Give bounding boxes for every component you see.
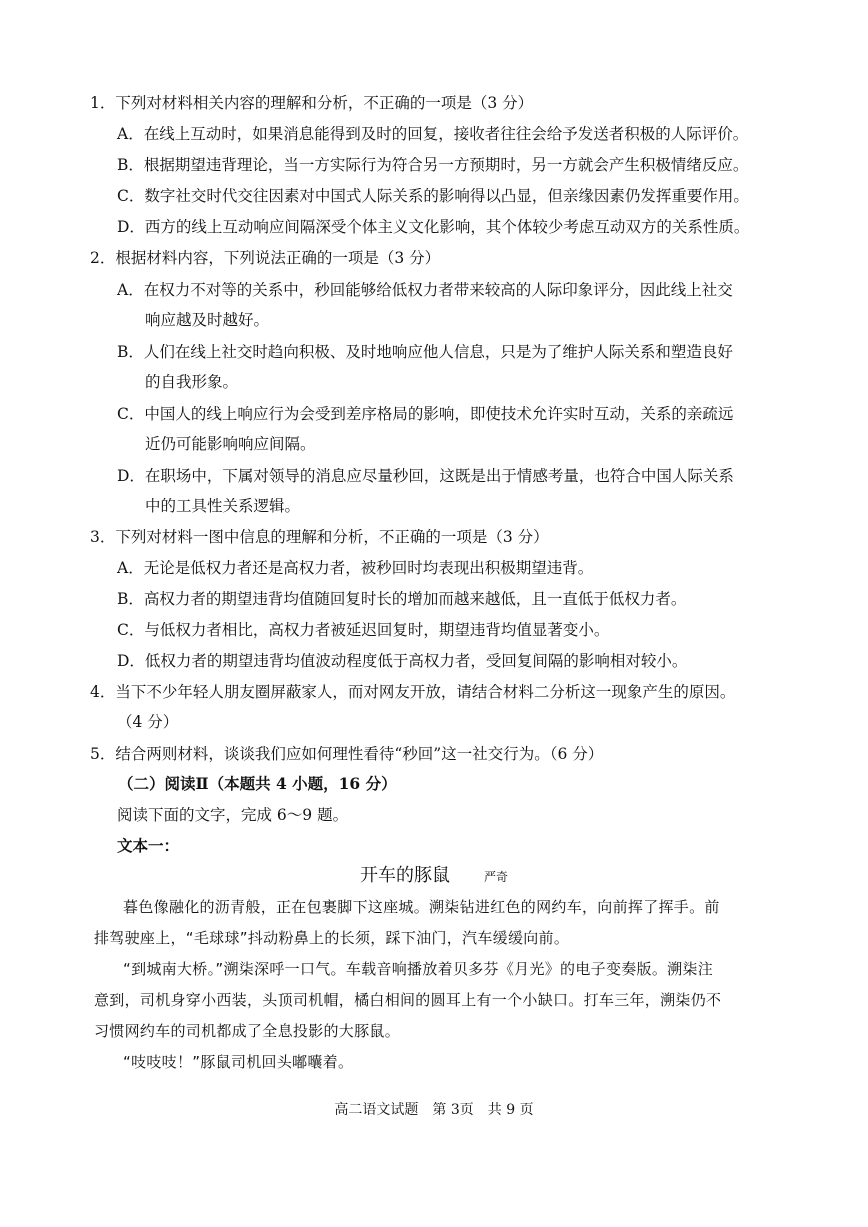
page-footer: 高二语文试题 第 3页 共 9 页 <box>334 1102 534 1118</box>
question-4-points: （4 分） <box>117 713 179 731</box>
story-author: 严奇 <box>483 870 508 884</box>
question-3-option-c: C．与低权力者相比，高权力者被延迟回复时，期望违背均值显著变小。 <box>117 621 610 639</box>
question-3-option-d: D．低权力者的期望违背均值波动程度低于高权力者，受回复间隔的影响相对较小。 <box>117 652 688 670</box>
question-1-option-b: B．根据期望违背理论，当一方实际行为符合另一方预期时，另一方就会产生积极情绪反应。 <box>117 156 749 174</box>
question-3-option-b: B．高权力者的期望违背均值随回复时长的增加而越来越低，且一直低于低权力者。 <box>117 590 687 608</box>
question-2-stem: 2．根据材料内容，下列说法正确的一项是（3 分） <box>90 249 441 267</box>
story-paragraph-2-line-2: 意到，司机身穿小西装，头顶司机帽，橘白相间的圆耳上有一个小缺口。打车三年，溯柒仍不 <box>94 991 722 1009</box>
question-1-option-c: C．数字社交时代交往因素对中国式人际关系的影响得以凸显，但亲缘因素仍发挥重要作用。 <box>117 187 749 205</box>
story-title: 开车的豚鼠 <box>359 865 450 886</box>
question-2-option-c-cont: 近仍可能影响响应间隔。 <box>145 435 316 453</box>
story-paragraph-2-line-3: 习惯网约车的司机都成了全息投影的大豚鼠。 <box>94 1022 401 1040</box>
question-2-option-d: D．在职场中，下属对领导的消息应尽量秒回，这既是出于情感考量，也符合中国人际关系 <box>117 467 734 485</box>
question-5-stem: 5．结合两则材料，谈谈我们应如何理性看待“秒回”这一社交行为。（6 分） <box>90 745 604 763</box>
question-2-option-d-cont: 中的工具性关系逻辑。 <box>145 497 301 515</box>
story-paragraph-1-line-2: 排驾驶座上，“毛球球”抖动粉鼻上的长须，踩下油门，汽车缓缓向前。 <box>94 929 570 947</box>
story-paragraph-3-line-1: “吱吱吱！”豚鼠司机回头嘟囔着。 <box>123 1053 354 1071</box>
question-3-option-a: A．无论是低权力者还是高权力者，被秒回时均表现出积极期望违背。 <box>117 559 594 577</box>
question-3-stem: 3．下列对材料一图中信息的理解和分析，不正确的一项是（3 分） <box>90 528 549 546</box>
question-4-stem: 4．当下不少年轻人朋友圈屏蔽家人，而对网友开放，请结合材料二分析这一现象产生的原因。 <box>90 683 736 701</box>
question-2-option-a-cont: 响应越及时越好。 <box>145 311 270 329</box>
section-heading: （二）阅读Ⅱ（本题共 4 小题，16 分） <box>118 774 397 793</box>
section-instruction: 阅读下面的文字，完成 6～9 题。 <box>117 806 349 824</box>
story-paragraph-1-line-1: 暮色像融化的沥青般，正在包裹脚下这座城。溯柒钻进红色的网约车，向前挥了挥手。前 <box>123 898 720 916</box>
question-2-option-b: B．人们在线上社交时趋向积极、及时地响应他人信息，只是为了维护人际关系和塑造良好 <box>117 343 733 361</box>
question-1-option-a: A．在线上互动时，如果消息能得到及时的回复，接收者往往会给予发送者积极的人际评价。 <box>117 125 749 143</box>
text-label: 文本一： <box>117 836 180 855</box>
story-paragraph-2-line-1: “到城南大桥。”溯柒深呼一口气。车载音响播放着贝多芬《月光》的电子变奏版。溯柒注 <box>123 960 714 978</box>
question-2-option-c: C．中国人的线上响应行为会受到差序格局的影响，即使技术允许实时互动，关系的亲疏远 <box>117 405 734 423</box>
question-1-option-d: D．西方的线上互动响应间隔深受个体主义文化影响，其个体较少考虑互动双方的关系性质。 <box>117 218 750 236</box>
story-title-line <box>0 865 868 888</box>
question-2-option-b-cont: 的自我形象。 <box>145 373 239 391</box>
question-2-option-a: A．在权力不对等的关系中，秒回能够给低权力者带来较高的人际印象评分，因此线上社交 <box>117 281 733 299</box>
question-1-stem: 1．下列对材料相关内容的理解和分析，不正确的一项是（3 分） <box>90 94 534 112</box>
